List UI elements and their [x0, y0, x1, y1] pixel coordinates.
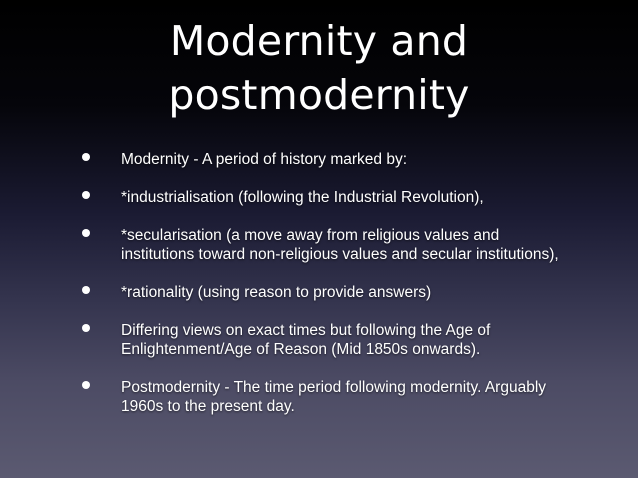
bullet-text: Modernity - A period of history marked by:	[121, 151, 408, 168]
bullet-item	[0, 150, 638, 169]
bullet-text: *industrialisation (following the Industrial Revolution),	[121, 189, 484, 206]
bullet-text: 1960s to the present day.	[121, 398, 295, 415]
bullet-text: Postmodernity - The time period following modernity. Arguably	[121, 379, 547, 396]
title-line-1: Modernity and	[169, 17, 469, 65]
bullet-dot-icon	[82, 324, 90, 332]
bullet-text: Enlightenment/Age of Reason (Mid 1850s onwards).	[121, 341, 481, 358]
bullet-text: Differing views on exact times but following the Age of	[121, 322, 491, 339]
bullet-item	[0, 188, 638, 207]
bullet-text: *secularisation (a move away from religious values and	[121, 227, 500, 244]
bullet-item	[0, 378, 638, 416]
title-line-2: postmodernity	[168, 71, 470, 119]
bullet-item	[0, 283, 638, 302]
bullet-dot-icon	[82, 191, 90, 199]
slide-title	[0, 14, 638, 122]
bullet-text: institutions toward non-religious values and secular institutions),	[121, 246, 559, 263]
bullet-list	[0, 150, 638, 435]
bullet-dot-icon	[82, 153, 90, 161]
bullet-text: *rationality (using reason to provide answers)	[121, 284, 432, 301]
bullet-item	[0, 321, 638, 359]
bullet-dot-icon	[82, 286, 90, 294]
bullet-dot-icon	[82, 381, 90, 389]
bullet-dot-icon	[82, 229, 90, 237]
bullet-item	[0, 226, 638, 264]
